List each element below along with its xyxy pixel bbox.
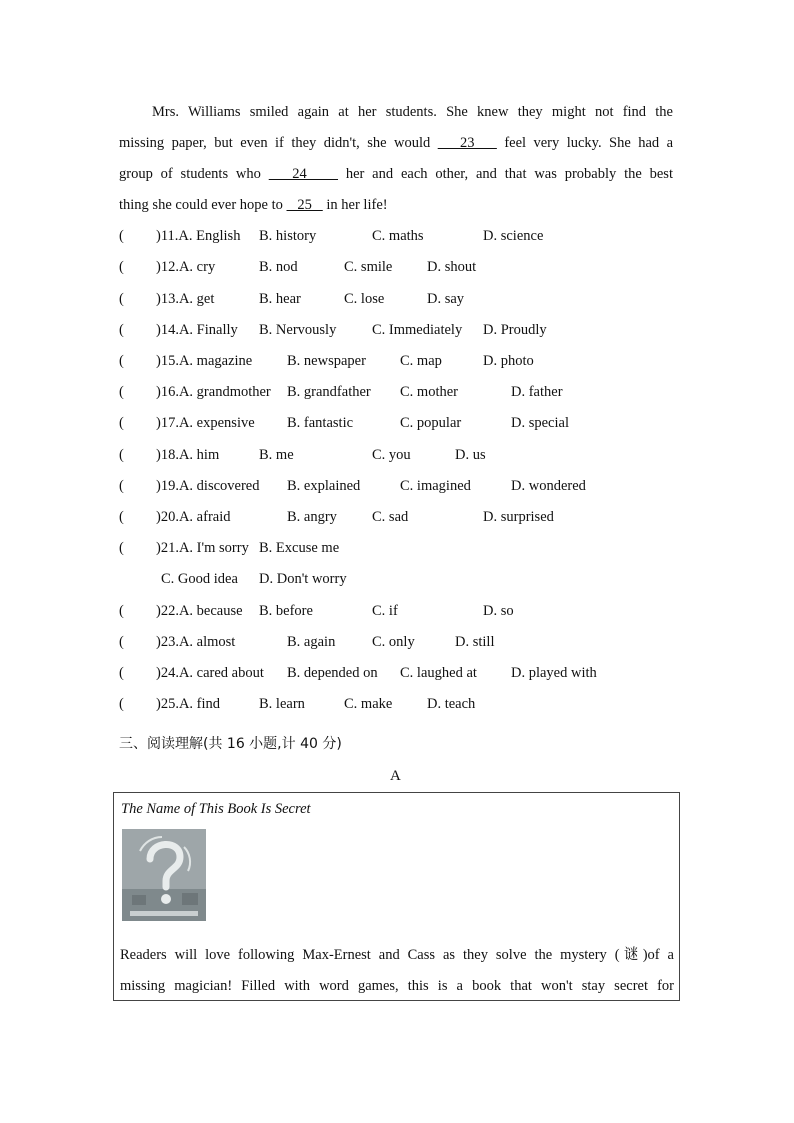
- answer-paren[interactable]: (: [119, 322, 124, 338]
- option-d: D. played with: [511, 665, 597, 681]
- option-c: C. Good idea: [161, 571, 238, 587]
- answer-paren[interactable]: (: [119, 540, 124, 556]
- answer-paren[interactable]: (: [119, 447, 124, 463]
- option-a: )21.A. I'm sorry: [156, 540, 249, 556]
- option-d: D. us: [455, 447, 486, 463]
- option-b: B. learn: [259, 696, 305, 712]
- blank-23: 23: [437, 135, 497, 151]
- blank-25: 25: [286, 197, 323, 213]
- option-d: D. Proudly: [483, 322, 547, 338]
- option-b: B. Nervously: [259, 322, 337, 338]
- answer-paren[interactable]: (: [119, 634, 124, 650]
- option-d: D. special: [511, 415, 569, 431]
- part-label: A: [390, 768, 401, 784]
- option-c: C. you: [372, 447, 411, 463]
- passage-line-3: [119, 166, 673, 183]
- book-cover-art: [122, 829, 206, 921]
- option-c: C. popular: [400, 415, 462, 431]
- option-b: B. again: [287, 634, 336, 650]
- option-d: D. father: [511, 384, 563, 400]
- option-c: C. if: [372, 603, 398, 619]
- answer-paren[interactable]: (: [119, 384, 124, 400]
- section-title: 三、阅读理解(共 16 小题,计 40 分): [119, 736, 342, 752]
- option-d: D. photo: [483, 353, 534, 369]
- answer-paren[interactable]: (: [119, 509, 124, 525]
- option-c: C. lose: [344, 291, 385, 307]
- book-box: [113, 792, 680, 1001]
- option-c: C. maths: [372, 228, 424, 244]
- option-c: C. smile: [344, 259, 393, 275]
- option-c: C. only: [372, 634, 415, 650]
- option-a: )16.A. grandmother: [156, 384, 271, 400]
- book-cover-image: [122, 829, 206, 921]
- option-d: D. Don't worry: [259, 571, 347, 587]
- answer-paren[interactable]: (: [119, 259, 124, 275]
- book-desc-line-2: missing magician! Filled with word games, this is a book that won't stay secret for: [120, 978, 674, 994]
- option-d: D. wondered: [511, 478, 586, 494]
- option-d: D. shout: [427, 259, 477, 275]
- option-c: C. make: [344, 696, 393, 712]
- option-a: )25.A. find: [156, 696, 221, 712]
- option-a: )15.A. magazine: [156, 353, 253, 369]
- passage-line-2: [119, 135, 673, 152]
- option-a: )12.A. cry: [156, 259, 216, 275]
- option-d: D. science: [483, 228, 544, 244]
- option-c: C. Immediately: [372, 322, 463, 338]
- answer-paren[interactable]: (: [119, 291, 124, 307]
- option-b: B. nod: [259, 259, 298, 275]
- option-a: )18.A. him: [156, 447, 220, 463]
- option-b: B. before: [259, 603, 313, 619]
- option-c: C. map: [400, 353, 442, 369]
- answer-paren[interactable]: (: [119, 353, 124, 369]
- option-d: D. still: [455, 634, 495, 650]
- book-desc-line-1: Readers will love following Max-Ernest and Cass as they solve the mystery (谜)of a: [120, 947, 674, 963]
- option-c: C. laughed at: [400, 665, 477, 681]
- passage-text: missing paper, but even if they didn't, she would: [119, 135, 431, 151]
- passage-text: her and each other, and that was probably the best: [345, 166, 673, 182]
- option-b: B. fantastic: [287, 415, 354, 431]
- option-d: D. teach: [427, 696, 476, 712]
- option-a: )22.A. because: [156, 603, 243, 619]
- option-a: )24.A. cared about: [156, 665, 264, 681]
- option-b: B. history: [259, 228, 317, 244]
- option-b: B. depended on: [287, 665, 378, 681]
- option-b: B. explained: [287, 478, 361, 494]
- option-a: )14.A. Finally: [156, 322, 238, 338]
- passage-text: feel very lucky. She had a: [504, 135, 674, 151]
- passage-text: thing she could ever hope to: [119, 197, 283, 213]
- option-a: )19.A. discovered: [156, 478, 260, 494]
- answer-paren[interactable]: (: [119, 696, 124, 712]
- option-a: )20.A. afraid: [156, 509, 231, 525]
- answer-paren[interactable]: (: [119, 228, 124, 244]
- passage-text: in her life!: [326, 197, 388, 213]
- option-d: D. say: [427, 291, 465, 307]
- option-d: D. surprised: [483, 509, 554, 525]
- option-b: B. me: [259, 447, 294, 463]
- option-a: )23.A. almost: [156, 634, 236, 650]
- option-b: B. Excuse me: [259, 540, 340, 556]
- blank-24: 24: [268, 166, 339, 182]
- option-b: B. hear: [259, 291, 301, 307]
- passage-line-4: [119, 197, 673, 214]
- option-a: )17.A. expensive: [156, 415, 255, 431]
- passage-line-1: Mrs. Williams smiled again at her students. She knew they might not find the: [152, 104, 673, 120]
- answer-paren[interactable]: (: [119, 415, 124, 431]
- option-b: B. angry: [287, 509, 337, 525]
- option-b: B. grandfather: [287, 384, 371, 400]
- book-title: The Name of This Book Is Secret: [121, 801, 311, 817]
- option-a: )13.A. get: [156, 291, 215, 307]
- answer-paren[interactable]: (: [119, 478, 124, 494]
- option-b: B. newspaper: [287, 353, 366, 369]
- option-c: C. sad: [372, 509, 409, 525]
- option-c: C. mother: [400, 384, 458, 400]
- answer-paren[interactable]: (: [119, 665, 124, 681]
- option-c: C. imagined: [400, 478, 471, 494]
- option-d: D. so: [483, 603, 514, 619]
- option-a: )11.A. English: [156, 228, 241, 244]
- answer-paren[interactable]: (: [119, 603, 124, 619]
- passage-text: group of students who: [119, 166, 261, 182]
